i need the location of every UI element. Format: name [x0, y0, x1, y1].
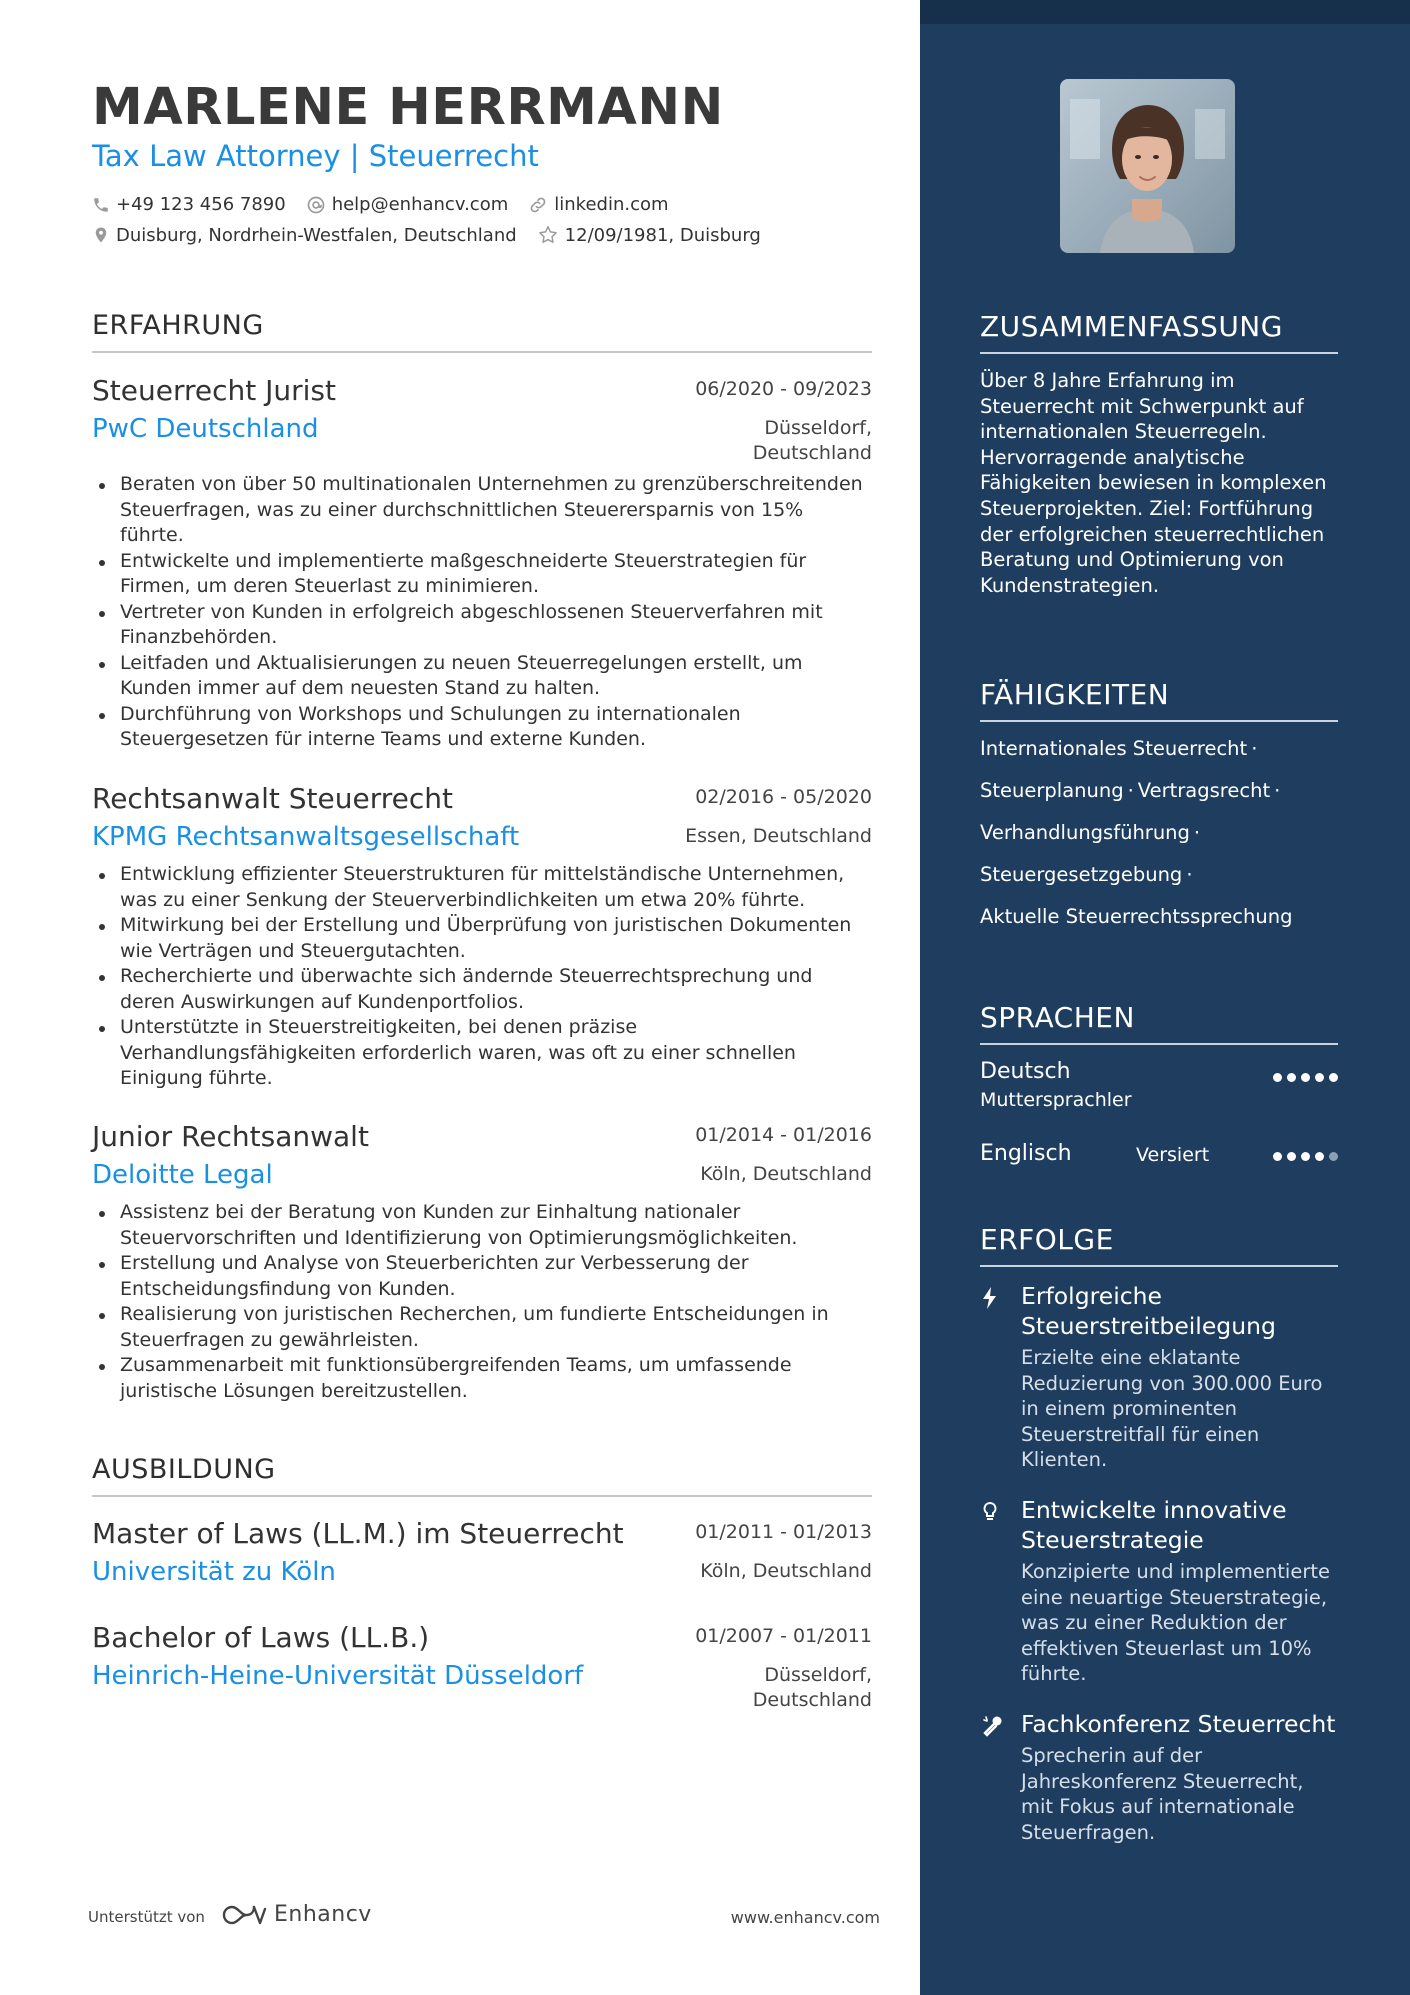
email-text: help@enhancv.com [331, 194, 509, 215]
email-item[interactable] [306, 194, 509, 215]
lightning-icon [982, 1287, 998, 1309]
job-bullet: Realisierung von juristischen Recherchen, um fundierte Entscheidungen in Steuerfragen zu gewährleisten. [92, 1302, 872, 1353]
location-item [92, 225, 517, 246]
contact-row-2 [92, 224, 781, 246]
job-title: Steuerrecht Jurist [92, 374, 336, 407]
rating-dot [1329, 1073, 1338, 1082]
achievement-item [980, 1709, 1338, 1845]
degree-title: Master of Laws (LL.M.) im Steuerrecht [92, 1517, 624, 1550]
star-icon [537, 224, 559, 246]
skills-title: FÄHIGKEITEN [980, 678, 1338, 722]
job-entry [92, 1120, 872, 1404]
achievements-section [980, 1223, 1338, 1845]
birth-item [537, 224, 761, 246]
achievement-desc: Konzipierte und implementierte eine neuartige Steuerstrategie, was zu einer Reduktion der effektiven Steuerlast um 10% führte. [1021, 1559, 1330, 1686]
achievement-item [980, 1281, 1338, 1473]
school-name[interactable]: Heinrich-Heine-Universität Düsseldorf [92, 1661, 584, 1691]
job-entry [92, 782, 872, 1092]
job-bullet: Entwickelte und implementierte maßgeschneiderte Steuerstrategien für Firmen, um deren Steuerlast zu minimieren. [92, 549, 872, 600]
education-dates: 01/2007 - 01/2011 [695, 1625, 872, 1647]
language-level: Versiert [1136, 1144, 1210, 1166]
rating-dot [1273, 1073, 1282, 1082]
job-bullet: Recherchierte und überwachte sich ändernde Steuerrechtsprechung und deren Auswirkungen auf Kundenportfolios. [92, 964, 872, 1015]
rating-dot [1315, 1073, 1324, 1082]
linkedin-text: linkedin.com [554, 194, 669, 215]
job-title: Junior Rechtsanwalt [92, 1120, 369, 1153]
sidebar [920, 0, 1410, 1995]
microphone-icon [982, 1715, 1004, 1737]
job-bullet: Durchführung von Workshops und Schulungen zu internationalen Steuergesetzen für interne Teams und externe Kunden. [92, 702, 872, 753]
degree-title: Bachelor of Laws (LL.B.) [92, 1621, 430, 1654]
experience-section-title: ERFAHRUNG [92, 310, 872, 353]
job-bullets [92, 1200, 872, 1404]
summary-section [980, 310, 1338, 598]
location-text: Duisburg, Nordrhein-Westfalen, Deutschland [116, 224, 517, 246]
languages-title: SPRACHEN [980, 1001, 1338, 1045]
powered-by-text: Unterstützt von [88, 1908, 205, 1926]
phone-item[interactable] [92, 194, 286, 215]
achievement-desc: Sprecherin auf der Jahreskonferenz Steuerrecht, mit Fokus auf internationale Steuerfragen. [1021, 1743, 1304, 1844]
skills-section [980, 678, 1338, 938]
profile-photo-image [1060, 79, 1235, 253]
candidate-title: Tax Law Attorney | Steuerrecht [92, 139, 539, 173]
job-bullets [92, 862, 872, 1092]
language-item [980, 1059, 1338, 1119]
education-dates: 01/2011 - 01/2013 [695, 1521, 872, 1543]
at-icon [306, 195, 326, 215]
achievement-item [980, 1495, 1338, 1687]
job-location: Essen, Deutschland [685, 825, 872, 847]
skill-tag: Steuerplanung [980, 779, 1124, 802]
rating-dot [1287, 1073, 1296, 1082]
job-dates: 06/2020 - 09/2023 [695, 378, 872, 400]
contact-row-1 [92, 194, 689, 215]
phone-text: +49 123 456 7890 [116, 194, 286, 215]
job-bullet: Entwicklung effizienter Steuerstrukturen für mittelständische Unternehmen, was zu einer Senkung der Steuerverbindlichkeiten um etwa 20% führte. [92, 862, 872, 913]
job-bullets [92, 472, 872, 753]
sidebar-top-bar [920, 0, 1410, 24]
achievement-title: Erfolgreiche Steuerstreitbeilegung [1021, 1282, 1276, 1340]
job-title: Rechtsanwalt Steuerrecht [92, 782, 453, 815]
achievement-title: Fachkonferenz Steuerrecht [1021, 1709, 1336, 1738]
job-dates: 02/2016 - 05/2020 [695, 786, 872, 808]
language-dots [1268, 1073, 1338, 1082]
education-entry [92, 1517, 872, 1597]
skills-list: Internationales Steuerrecht · Steuerplanung · Vertragsrecht · Verhandlungsführung · Steuergesetzgebung · Aktuelle Steuerrechtssprechung [980, 737, 1293, 928]
languages-section [980, 1001, 1338, 1201]
profile-photo [1060, 79, 1235, 253]
enhancv-brand-text: Enhancv [274, 1902, 372, 1927]
achievement-desc: Erzielte eine eklatante Reduzierung von 300.000 Euro in einem prominenten Steuerstreitfall für einen Klienten. [1021, 1346, 1323, 1472]
job-dates: 01/2014 - 01/2016 [695, 1124, 872, 1146]
job-location: Köln, Deutschland [700, 1163, 872, 1185]
education-location: Düsseldorf, Deutschland [752, 1664, 872, 1711]
rating-dot [1273, 1152, 1282, 1161]
main-column [92, 0, 872, 1995]
job-bullet: Zusammenarbeit mit funktionsübergreifenden Teams, um umfassende juristische Lösungen bereitzustellen. [92, 1353, 872, 1404]
language-name: Englisch [980, 1141, 1072, 1166]
job-location: Düsseldorf, Deutschland [752, 417, 872, 464]
lightbulb-icon [982, 1501, 998, 1523]
job-company[interactable]: Deloitte Legal [92, 1160, 273, 1190]
job-bullet: Erstellung und Analyse von Steuerberichten zur Verbesserung der Entscheidungsfindung von Kunden. [92, 1251, 872, 1302]
education-entry [92, 1621, 872, 1721]
job-entry [92, 374, 872, 753]
enhancv-logo[interactable] [220, 1902, 372, 1927]
summary-title: ZUSAMMENFASSUNG [980, 310, 1338, 354]
link-icon [528, 195, 548, 215]
language-item [980, 1141, 1338, 1201]
language-name: Deutsch [980, 1059, 1071, 1084]
skill-tag: Verhandlungsführung [980, 821, 1190, 844]
job-bullet: Vertreter von Kunden in erfolgreich abgeschlossenen Steuerverfahren mit Finanzbehörden. [92, 600, 872, 651]
education-section-title: AUSBILDUNG [92, 1454, 872, 1497]
footer-url[interactable]: www.enhancv.com [730, 1908, 880, 1927]
job-bullet: Unterstützte in Steuerstreitigkeiten, bei denen präzise Verhandlungsfähigkeiten erforderlich waren, was oft zu einer schnellen Einigung führte. [92, 1015, 872, 1092]
job-company[interactable]: PwC Deutschland [92, 414, 319, 444]
footer [88, 1902, 880, 1932]
rating-dot [1301, 1152, 1310, 1161]
summary-text: Über 8 Jahre Erfahrung im Steuerrecht mit Schwerpunkt auf internationalen Steuerregeln. Hervorragende analytische Fähigkeiten bewiesen in komplexen Steuerprojekten. Ziel: Fortführung der erfolgreichen steuerrechtlichen Beratung und Optimierung von Kundenstrategien. [980, 369, 1327, 597]
achievement-title: Entwickelte innovative Steuerstrategie [1021, 1495, 1287, 1554]
school-name[interactable]: Universität zu Köln [92, 1557, 336, 1587]
job-bullet: Mitwirkung bei der Erstellung und Überprüfung von juristischen Dokumenten wie Verträgen und Steuergutachten. [92, 913, 872, 964]
rating-dot [1329, 1152, 1338, 1161]
job-bullet: Beraten von über 50 multinationalen Unternehmen zu grenzüberschreitenden Steuerfragen, was zu einer durchschnittlichen Steuerersparnis von 15% führte. [92, 472, 872, 549]
birth-text: 12/09/1981, Duisburg [564, 224, 761, 246]
job-bullet: Assistenz bei der Beratung von Kunden zur Einhaltung nationaler Steuervorschriften und Identifizierung von Optimierungsmöglichkeiten. [92, 1200, 872, 1251]
language-dots [1268, 1152, 1338, 1161]
rating-dot [1287, 1152, 1296, 1161]
rating-dot [1315, 1152, 1324, 1161]
rating-dot [1301, 1073, 1310, 1082]
job-bullet: Leitfaden und Aktualisierungen zu neuen Steuerregelungen erstellt, um Kunden immer auf dem neuesten Stand zu halten. [92, 651, 872, 702]
enhancv-logo-icon [220, 1903, 268, 1927]
skill-tag: Aktuelle Steuerrechtssprechung [980, 905, 1293, 928]
education-location: Köln, Deutschland [700, 1560, 872, 1582]
phone-icon [92, 196, 110, 214]
linkedin-item[interactable] [528, 194, 668, 215]
skill-tag: Steuergesetzgebung [980, 863, 1183, 886]
skill-tag: Vertragsrecht [1137, 779, 1271, 802]
location-pin-icon [92, 225, 110, 245]
job-company[interactable]: KPMG Rechtsanwaltsgesellschaft [92, 822, 520, 852]
achievements-title: ERFOLGE [980, 1223, 1338, 1267]
candidate-name: MARLENE HERRMANN [92, 78, 724, 137]
language-level: Muttersprachler [980, 1089, 1132, 1111]
skill-tag: Internationales Steuerrecht [980, 737, 1248, 760]
